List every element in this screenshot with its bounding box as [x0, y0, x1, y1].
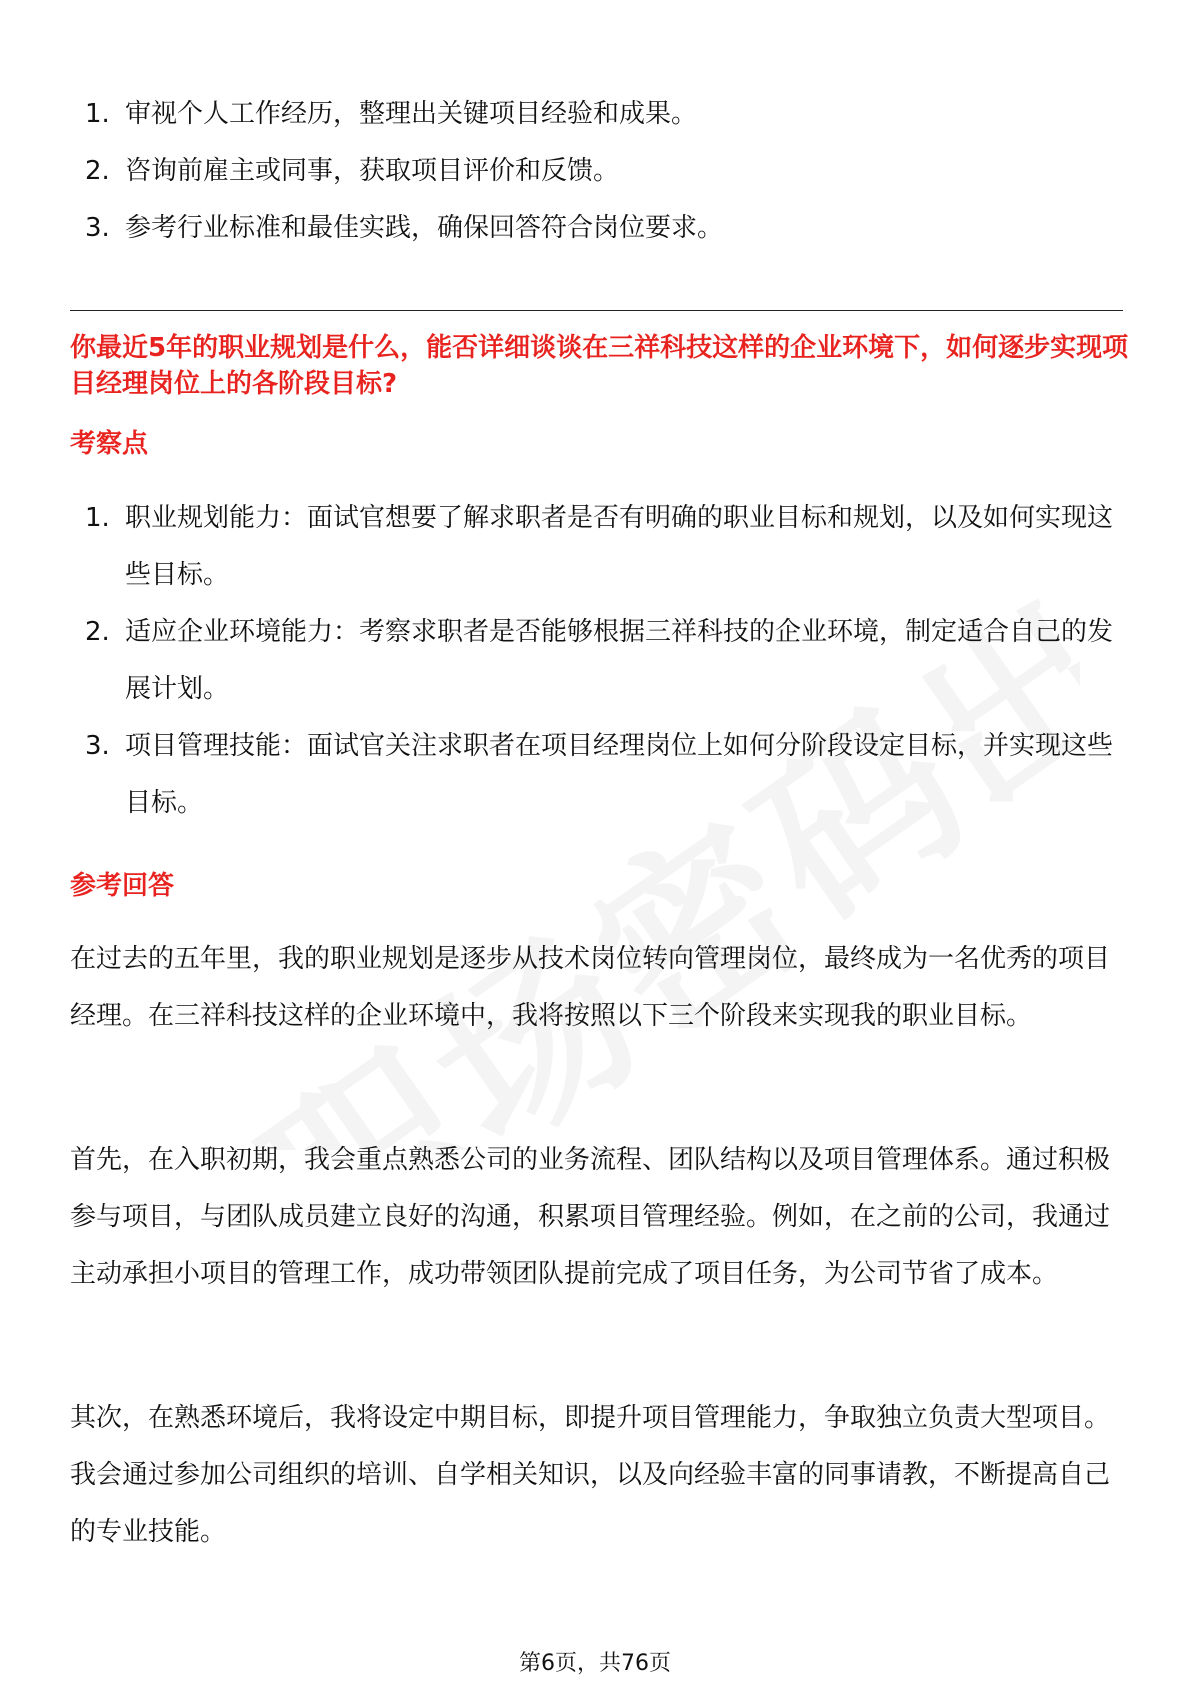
section-heading-answer: 参考回答 — [70, 871, 175, 901]
section-divider — [70, 310, 1123, 311]
list-item: 2. 咨询前雇主或同事，获取项目评价和反馈。 — [85, 156, 620, 186]
list-item-text: 咨询前雇主或同事，获取项目评价和反馈。 — [125, 156, 620, 186]
list-item: 2. 适应企业环境能力：考察求职者是否能够根据三祥科技的企业环境，制定适合自己的发展计划。 — [85, 617, 1114, 704]
list-item-text: 参考行业标准和最佳实践，确保回答符合岗位要求。 — [125, 213, 724, 243]
preparation-list — [85, 86, 1115, 257]
interview-question: 你最近5年的职业规划是什么，能否详细谈谈在三祥科技这样的企业环境下，如何逐步实现项目经理岗位上的各阶段目标? — [70, 333, 1129, 399]
list-item: 3. 参考行业标准和最佳实践，确保回答符合岗位要求。 — [85, 213, 724, 243]
answer-paragraph: 首先，在入职初期，我会重点熟悉公司的业务流程、团队结构以及项目管理体系。通过积极参与项目，与团队成员建立良好的沟通，积累项目管理经验。例如，在之前的公司，我通过主动承担小项目的管理工作，成功带领团队提前完成了项目任务，为公司节省了成本。 — [70, 1145, 1111, 1289]
list-item: 1. 审视个人工作经历，整理出关键项目经验和成果。 — [85, 99, 698, 129]
list-item-text: 审视个人工作经历，整理出关键项目经验和成果。 — [125, 99, 698, 129]
list-item-text: 职业规划能力：面试官想要了解求职者是否有明确的职业目标和规划，以及如何实现这些目标。 — [125, 503, 1114, 590]
answer-paragraph: 其次，在熟悉环境后，我将设定中期目标，即提升项目管理能力，争取独立负责大型项目。我会通过参加公司组织的培训、自学相关知识，以及向经验丰富的同事请教，不断提高自己的专业技能。 — [70, 1403, 1111, 1547]
assessment-points-list — [85, 490, 1115, 832]
list-item: 1. 职业规划能力：面试官想要了解求职者是否有明确的职业目标和规划，以及如何实现这些目标。 — [85, 503, 1114, 590]
answer-paragraph: 在过去的五年里，我的职业规划是逐步从技术岗位转向管理岗位，最终成为一名优秀的项目经理。在三祥科技这样的企业环境中，我将按照以下三个阶段来实现我的职业目标。 — [70, 944, 1111, 1031]
list-item: 3. 项目管理技能：面试官关注求职者在项目经理岗位上如何分阶段设定目标，并实现这些目标。 — [85, 731, 1114, 818]
list-item-text: 适应企业环境能力：考察求职者是否能够根据三祥科技的企业环境，制定适合自己的发展计划。 — [125, 617, 1114, 704]
page-number: 第6页，共76页 — [519, 1651, 671, 1676]
list-item-text: 项目管理技能：面试官关注求职者在项目经理岗位上如何分阶段设定目标，并实现这些目标。 — [125, 731, 1114, 818]
section-heading-points: 考察点 — [70, 429, 149, 459]
